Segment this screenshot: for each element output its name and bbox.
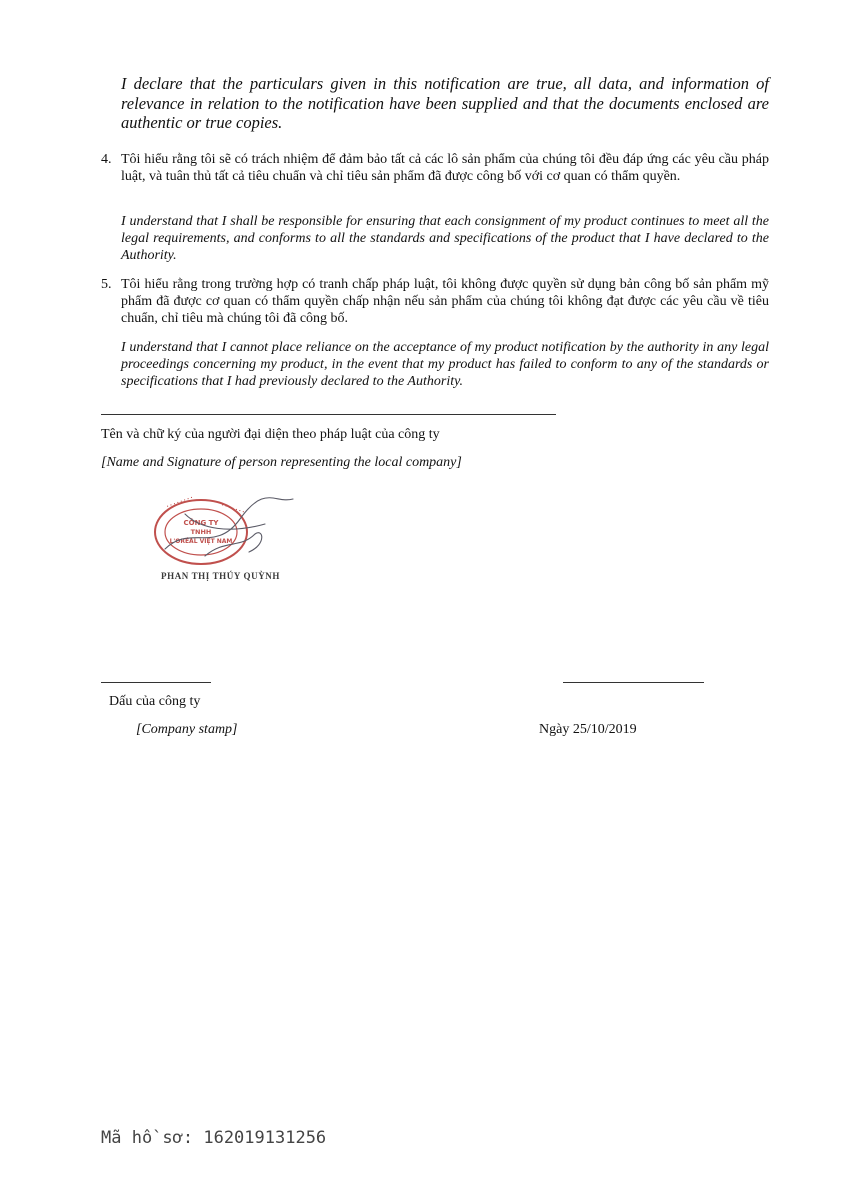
item-4-text-en: I understand that I shall be responsible for ensuring that each consignment of my product continues to meet all the legal requirements, and conforms to all the standards and specifications of the product that I have declared to the Authority.	[121, 214, 769, 263]
document-date: Ngày 25/10/2019	[539, 722, 637, 737]
file-code: Mã hồ sơ: 162019131256	[101, 1128, 327, 1148]
signature-divider-line	[101, 414, 556, 415]
item-4-text-vi: Tôi hiểu rằng tôi sẽ có trách nhiệm để đảm bảo tất cả các lô sản phẩm của chúng tôi đều đáp ứng các yêu cầu pháp luật, và tuân thủ tất cả tiêu chuẩn và chỉ tiêu sản phẩm đã được công bố với cơ quan có thẩm quyền.	[121, 152, 769, 184]
svg-text:• • • • • • • •: • • • • • • • •	[165, 494, 194, 509]
svg-text:TNHH: TNHH	[190, 528, 212, 536]
date-underline	[563, 682, 704, 683]
company-stamp-label-en: [Company stamp]	[136, 722, 238, 737]
declaration-intro-en: I declare that the particulars given in this notification are true, all data, and information of relevance in relation to the notification have been supplied and that the documents enclosed are authentic or true copies.	[121, 74, 769, 132]
signature-label-en: [Name and Signature of person representing the local company]	[101, 455, 462, 470]
item-5-text-vi: Tôi hiểu rằng trong trường hợp có tranh chấp pháp luật, tôi không được quyền sử dụng bản công bố sản phẩm mỹ phẩm đã được cơ quan có thẩm quyền chấp nhận nếu sản phẩm của chúng tôi không đạt được các yêu cầu về tiêu chuẩn, chỉ tiêu mà chúng tôi đã công bố.	[121, 277, 769, 326]
item-5-text-en: I understand that I cannot place reliance on the acceptance of my product notification by the authority in any legal proceedings concerning my product, in the event that my product has failed to conform to any of the standards or specifications that I had previously declared to the Authority.	[121, 340, 769, 389]
item-5-number: 5.	[101, 277, 112, 292]
company-stamp-label-vi: Dấu của công ty	[109, 694, 201, 709]
item-4-number: 4.	[101, 152, 112, 167]
stamp-underline	[101, 682, 211, 683]
svg-text:L'ORÉAL VIỆT NAM: L'ORÉAL VIỆT NAM	[169, 538, 233, 545]
signer-name: PHAN THỊ THÚY QUỲNH	[161, 571, 280, 581]
svg-text:• • • • • • •: • • • • • • •	[220, 502, 246, 515]
company-seal-stamp	[145, 494, 305, 574]
signature-label-vi: Tên và chữ ký của người đại diện theo pháp luật của công ty	[101, 427, 440, 442]
svg-text:CÔNG TY: CÔNG TY	[183, 519, 219, 527]
